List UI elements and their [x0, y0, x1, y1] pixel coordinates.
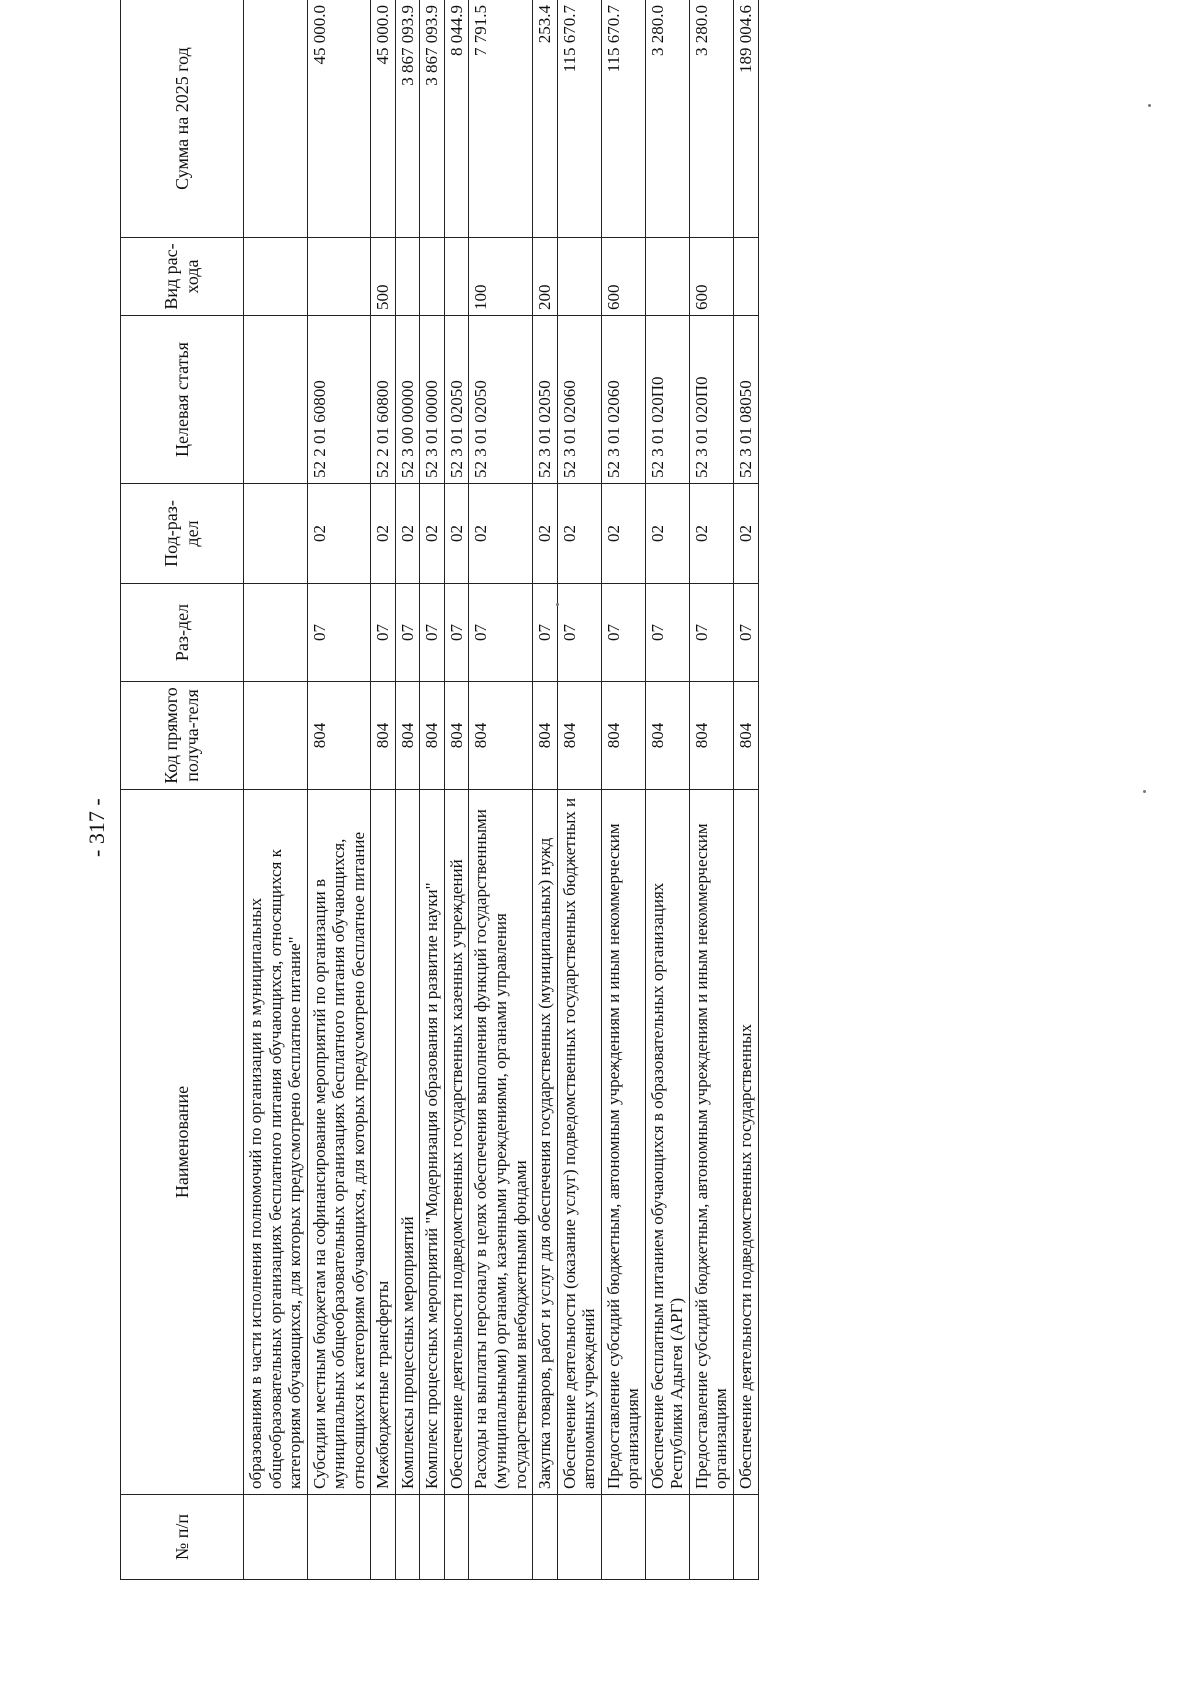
cell-expense-type [734, 238, 759, 316]
cell-target-article: 52 3 01 00000 [420, 316, 445, 484]
header-target-article: Целевая статья [121, 316, 244, 484]
cell-recipient-code [244, 682, 308, 790]
cell-name: Обеспечение деятельности (оказание услуг) подведомственных государственных бюджетных и автономных учреждений [557, 790, 601, 1495]
cell-amount: 3 280.0 [689, 0, 733, 238]
cell-subsection: 02 [645, 484, 689, 584]
cell-index [444, 1495, 469, 1580]
header-amount-2025: Сумма на 2025 год [121, 0, 244, 238]
cell-index [533, 1495, 558, 1580]
cell-recipient-code: 804 [645, 682, 689, 790]
cell-subsection: 02 [307, 484, 371, 584]
cell-section: 07 [420, 584, 445, 682]
cell-subsection [244, 484, 308, 584]
cell-subsection: 02 [371, 484, 396, 584]
table-row [557, 0, 601, 1580]
table-row [307, 0, 371, 1580]
cell-target-article: 52 3 01 02050 [469, 316, 533, 484]
cell-target-article: 52 3 01 020П0 [689, 316, 733, 484]
table-row [244, 0, 308, 1580]
cell-section: 07 [533, 584, 558, 682]
cell-amount: 7 791.5 [469, 0, 533, 238]
cell-target-article: 52 3 00 00000 [395, 316, 420, 484]
cell-subsection: 02 [689, 484, 733, 584]
cell-index [734, 1495, 759, 1580]
cell-amount: 189 004.6 [734, 0, 759, 238]
cell-expense-type [244, 238, 308, 316]
cell-subsection: 02 [557, 484, 601, 584]
cell-target-article: 52 2 01 60800 [307, 316, 371, 484]
cell-section [244, 584, 308, 682]
cell-expense-type: 200 [533, 238, 558, 316]
cell-name: Предоставление субсидий бюджетным, автономным учреждениям и иным некоммерческим организациям [601, 790, 645, 1495]
scan-speck [1148, 104, 1151, 107]
table-row [533, 0, 558, 1580]
cell-section: 07 [469, 584, 533, 682]
cell-subsection: 02 [601, 484, 645, 584]
cell-recipient-code: 804 [533, 682, 558, 790]
cell-section: 07 [557, 584, 601, 682]
cell-index [689, 1495, 733, 1580]
cell-subsection: 02 [444, 484, 469, 584]
cell-index [469, 1495, 533, 1580]
table-row [444, 0, 469, 1580]
cell-name: Закупка товаров, работ и услуг для обеспечения государственных (муниципальных) нужд [533, 790, 558, 1495]
scan-speck [1143, 790, 1146, 793]
cell-amount: 115 670.7 [557, 0, 601, 238]
cell-expense-type [645, 238, 689, 316]
table-row [601, 0, 645, 1580]
cell-index [395, 1495, 420, 1580]
cell-recipient-code: 804 [557, 682, 601, 790]
cell-index [307, 1495, 371, 1580]
cell-subsection: 02 [533, 484, 558, 584]
header-section: Раз-дел [121, 584, 244, 682]
cell-name: Обеспечение деятельности подведомственных государственных [734, 790, 759, 1495]
cell-amount [244, 0, 308, 238]
cell-recipient-code: 804 [420, 682, 445, 790]
cell-section: 07 [645, 584, 689, 682]
cell-target-article: 52 3 01 02060 [557, 316, 601, 484]
cell-section: 07 [689, 584, 733, 682]
cell-amount: 3 867 093.9 [395, 0, 420, 238]
cell-expense-type [395, 238, 420, 316]
table-row [371, 0, 396, 1580]
cell-name: Комплексы процессных мероприятий [395, 790, 420, 1495]
cell-section: 07 [395, 584, 420, 682]
cell-recipient-code: 804 [395, 682, 420, 790]
cell-target-article: 52 3 01 02050 [533, 316, 558, 484]
cell-subsection: 02 [395, 484, 420, 584]
cell-section: 07 [601, 584, 645, 682]
cell-section: 07 [444, 584, 469, 682]
cell-amount: 45 000.0 [307, 0, 371, 238]
cell-index [371, 1495, 396, 1580]
cell-recipient-code: 804 [734, 682, 759, 790]
cell-expense-type [420, 238, 445, 316]
header-name: Наименование [121, 790, 244, 1495]
cell-expense-type [307, 238, 371, 316]
cell-expense-type [444, 238, 469, 316]
cell-target-article: 52 2 01 60800 [371, 316, 396, 484]
cell-name: образованиям в части исполнения полномочий по организации в муниципальных общеобразовательных организациях бесплатного питания обучающихся, относящихся к категориям обучающихся, для которых предусмотрено бесплатное питание" [244, 790, 308, 1495]
cell-target-article [244, 316, 308, 484]
table-row [734, 0, 759, 1580]
cell-index [244, 1495, 308, 1580]
cell-amount: 115 670.7 [601, 0, 645, 238]
cell-name: Межбюджетные трансферты [371, 790, 396, 1495]
cell-amount: 45 000.0 [371, 0, 396, 238]
cell-index [557, 1495, 601, 1580]
cell-name: Обеспечение деятельности подведомственных государственных казенных учреждений [444, 790, 469, 1495]
budget-table [120, 0, 759, 1580]
table-row [420, 0, 445, 1580]
header-subsection: Под-раз-дел [121, 484, 244, 584]
table-row [469, 0, 533, 1580]
cell-target-article: 52 3 01 02050 [444, 316, 469, 484]
cell-recipient-code: 804 [307, 682, 371, 790]
header-expense-type: Вид рас-хода [121, 238, 244, 316]
cell-target-article: 52 3 01 02060 [601, 316, 645, 484]
cell-amount: 3 867 093.9 [420, 0, 445, 238]
cell-expense-type: 600 [689, 238, 733, 316]
cell-recipient-code: 804 [689, 682, 733, 790]
cell-amount: 3 280.0 [645, 0, 689, 238]
cell-recipient-code: 804 [371, 682, 396, 790]
table-header-row [121, 0, 244, 1580]
cell-target-article: 52 3 01 020П0 [645, 316, 689, 484]
scan-speck [556, 603, 559, 606]
cell-recipient-code: 804 [444, 682, 469, 790]
table-row [395, 0, 420, 1580]
page-number: - 317 - [84, 798, 109, 857]
cell-amount: 8 044.9 [444, 0, 469, 238]
cell-name: Расходы на выплаты персоналу в целях обеспечения выполнения функций государственными (муниципальными) органами, казенными учреждениями, органами управления государственными внебюджетными фондами [469, 790, 533, 1495]
cell-index [420, 1495, 445, 1580]
cell-recipient-code: 804 [469, 682, 533, 790]
cell-index [601, 1495, 645, 1580]
cell-name: Предоставление субсидий бюджетным, автономным учреждениям и иным некоммерческим организациям [689, 790, 733, 1495]
cell-subsection: 02 [734, 484, 759, 584]
cell-expense-type [557, 238, 601, 316]
cell-name: Комплекс процессных мероприятий "Модернизация образования и развитие науки" [420, 790, 445, 1495]
cell-name: Субсидии местным бюджетам на софинансирование мероприятий по организации в муниципальных общеобразовательных организациях бесплатного питания обучающихся, относящихся к категориям обучающихся, для которых предусмотрено бесплатное питание [307, 790, 371, 1495]
table-row [645, 0, 689, 1580]
table-body [244, 0, 759, 1580]
cell-subsection: 02 [420, 484, 445, 584]
cell-target-article: 52 3 01 08050 [734, 316, 759, 484]
cell-amount: 253.4 [533, 0, 558, 238]
header-recipient-code: Код прямого получа-теля [121, 682, 244, 790]
cell-section: 07 [734, 584, 759, 682]
header-index: № п/п [121, 1495, 244, 1580]
budget-table-container [120, 0, 945, 1580]
cell-index [645, 1495, 689, 1580]
table-row [689, 0, 733, 1580]
cell-expense-type: 500 [371, 238, 396, 316]
cell-section: 07 [307, 584, 371, 682]
cell-expense-type: 600 [601, 238, 645, 316]
cell-recipient-code: 804 [601, 682, 645, 790]
cell-expense-type: 100 [469, 238, 533, 316]
cell-name: Обеспечение бесплатным питанием обучающихся в образовательных организациях Республики Адыгея (АРГ) [645, 790, 689, 1495]
cell-subsection: 02 [469, 484, 533, 584]
cell-section: 07 [371, 584, 396, 682]
